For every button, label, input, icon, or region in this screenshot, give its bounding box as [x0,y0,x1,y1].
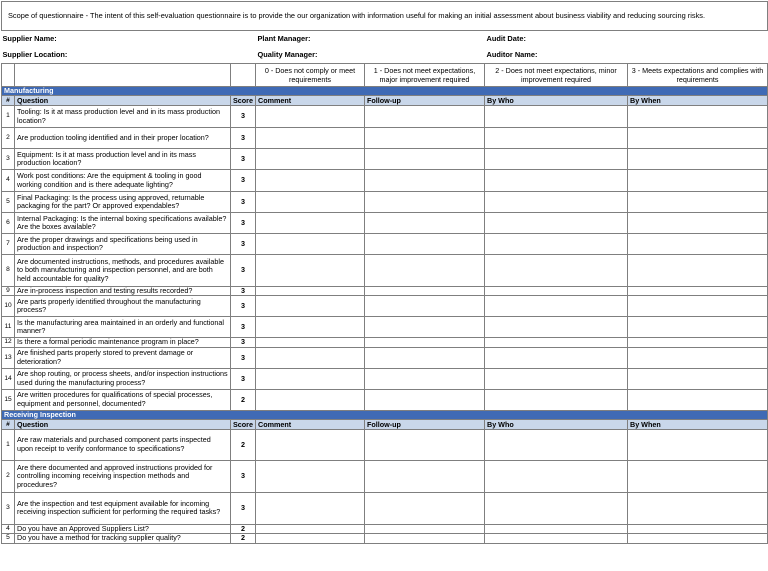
followup-cell[interactable] [365,389,485,410]
comment-cell[interactable] [256,338,365,347]
followup-cell[interactable] [365,368,485,389]
followup-cell[interactable] [365,213,485,234]
question-number: 6 [2,213,15,234]
by-when-cell[interactable] [628,492,768,524]
question-row [2,192,768,213]
followup-cell[interactable] [365,287,485,296]
followup-cell[interactable] [365,296,485,317]
question-number: 5 [2,192,15,213]
by-when-cell[interactable] [628,524,768,533]
legend-score-3: 3 - Meets expectations and complies with requirements [628,64,768,87]
column-header-bywhen: By When [628,96,768,106]
question-text: Are there documented and approved instructions provided for controlling incoming receiving inspection methods and procedures? [15,460,231,492]
question-row [2,255,768,287]
comment-cell[interactable] [256,255,365,287]
question-number: 3 [2,492,15,524]
followup-cell[interactable] [365,338,485,347]
comment-cell[interactable] [256,368,365,389]
score-cell[interactable]: 2 [231,534,256,543]
followup-cell[interactable] [365,106,485,128]
question-text: Are the proper drawings and specifications being used in production and inspection? [15,234,231,255]
by-who-cell[interactable] [485,234,628,255]
by-who-cell[interactable] [485,347,628,368]
question-number: 10 [2,296,15,317]
question-text: Are finished parts properly stored to prevent damage or deterioration? [15,347,231,368]
score-cell[interactable]: 3 [231,213,256,234]
by-when-cell[interactable] [628,213,768,234]
comment-cell[interactable] [256,287,365,296]
supplier-name-value[interactable] [231,31,256,48]
score-cell[interactable]: 3 [231,149,256,170]
score-cell[interactable]: 3 [231,255,256,287]
question-row [2,234,768,255]
quality-manager-label: Quality Manager: [257,49,318,59]
score-cell[interactable]: 3 [231,128,256,149]
comment-cell[interactable] [256,492,365,524]
comment-cell[interactable] [256,429,365,460]
comment-cell[interactable] [256,317,365,338]
question-text: Are shop routing, or process sheets, and/or inspection instructions used during the manufacturing process? [15,368,231,389]
question-text: Are documented instructions, methods, and procedures available to both manufacturing and inspection personnel, and are both held accountable for quality? [15,255,231,287]
by-when-cell[interactable] [628,287,768,296]
question-row [2,128,768,149]
by-who-cell[interactable] [485,106,628,128]
by-who-cell[interactable] [485,170,628,192]
followup-cell[interactable] [365,524,485,533]
question-number: 12 [2,338,15,347]
by-when-cell[interactable] [628,128,768,149]
question-number: 5 [2,534,15,543]
column-header-row [2,419,768,429]
comment-cell[interactable] [256,296,365,317]
column-header-score: Score [231,419,256,429]
column-header-followup: Follow-up [365,96,485,106]
question-row [2,429,768,460]
followup-cell[interactable] [365,347,485,368]
followup-cell[interactable] [365,534,485,543]
column-header-num: # [2,419,15,429]
question-row [2,296,768,317]
question-number: 2 [2,460,15,492]
comment-cell[interactable] [256,192,365,213]
by-who-cell[interactable] [485,492,628,524]
score-cell[interactable]: 3 [231,170,256,192]
question-text: Equipment: Is it at mass production level and in its mass production location? [15,149,231,170]
question-number: 8 [2,255,15,287]
column-header-question: Question [15,96,231,106]
column-header-num: # [2,96,15,106]
by-who-cell[interactable] [485,128,628,149]
question-text: Are in-process inspection and testing results recorded? [15,287,231,296]
question-row [2,317,768,338]
section-title: Manufacturing [2,87,768,96]
question-text: Is the manufacturing area maintained in an orderly and functional manner? [15,317,231,338]
score-cell[interactable]: 3 [231,106,256,128]
question-row [2,524,768,533]
question-number: 15 [2,389,15,410]
by-when-cell[interactable] [628,149,768,170]
comment-cell[interactable] [256,347,365,368]
question-text: Are written procedures for qualifications of special processes, equipment and personnel, documented? [15,389,231,410]
column-header-followup: Follow-up [365,419,485,429]
section-title: Receiving Inspection [2,410,768,419]
by-when-cell[interactable] [628,192,768,213]
score-cell[interactable]: 3 [231,287,256,296]
score-cell[interactable]: 2 [231,524,256,533]
question-row [2,338,768,347]
by-who-cell[interactable] [485,460,628,492]
question-text: Are the inspection and test equipment available for incoming receiving inspection sufficient for performing the required tasks? [15,492,231,524]
scope-text: Scope of questionnaire - The intent of this self-evaluation questionnaire is to provide the our organization with information useful for making an initial assessment about business viability and reducing sourcing risks. [2,2,768,31]
question-text: Work post conditions: Are the equipment & tooling in good working condition and is there adequate lighting? [15,170,231,192]
legend-score-1: 1 - Does not meet expectations, major improvement required [365,64,485,87]
by-who-cell[interactable] [485,149,628,170]
comment-cell[interactable] [256,234,365,255]
followup-cell[interactable] [365,170,485,192]
by-when-cell[interactable] [628,106,768,128]
comment-cell[interactable] [256,213,365,234]
by-who-cell[interactable] [485,368,628,389]
by-who-cell[interactable] [485,192,628,213]
question-number: 4 [2,524,15,533]
question-number: 4 [2,170,15,192]
question-text: Are production tooling identified and in their proper location? [15,128,231,149]
question-number: 1 [2,106,15,128]
supplier-location-value[interactable] [231,47,256,64]
questionnaire-sheet [1,1,767,569]
by-who-cell[interactable] [485,287,628,296]
followup-cell[interactable] [365,460,485,492]
by-who-cell[interactable] [485,317,628,338]
comment-cell[interactable] [256,460,365,492]
score-cell[interactable]: 3 [231,234,256,255]
by-who-cell[interactable] [485,213,628,234]
auditor-name-label: Auditor Name: [486,49,538,59]
by-when-cell[interactable] [628,347,768,368]
question-number: 13 [2,347,15,368]
question-number: 3 [2,149,15,170]
question-number: 9 [2,287,15,296]
by-when-cell[interactable] [628,389,768,410]
question-number: 14 [2,368,15,389]
question-row [2,389,768,410]
followup-cell[interactable] [365,192,485,213]
question-row [2,287,768,296]
score-cell[interactable]: 3 [231,347,256,368]
score-cell[interactable]: 3 [231,338,256,347]
question-row [2,149,768,170]
followup-cell[interactable] [365,234,485,255]
question-text: Tooling: Is it at mass production level and in its mass production location? [15,106,231,128]
followup-cell[interactable] [365,429,485,460]
questionnaire-table [1,1,768,544]
by-when-cell[interactable] [628,460,768,492]
by-when-cell[interactable] [628,429,768,460]
by-when-cell[interactable] [628,368,768,389]
audit-date-label: Audit Date: [486,33,526,43]
comment-cell[interactable] [256,106,365,128]
column-header-bywho: By Who [485,96,628,106]
by-who-cell[interactable] [485,338,628,347]
question-text: Are raw materials and purchased component parts inspected upon receipt to verify conformance to specifications? [15,429,231,460]
by-who-cell[interactable] [485,255,628,287]
question-text: Is there a formal periodic maintenance program in place? [15,338,231,347]
question-number: 2 [2,128,15,149]
by-who-cell[interactable] [485,389,628,410]
by-when-cell[interactable] [628,534,768,543]
question-text: Do you have a method for tracking supplier quality? [15,534,231,543]
column-header-comment: Comment [256,96,365,106]
followup-cell[interactable] [365,492,485,524]
question-row [2,460,768,492]
by-when-cell[interactable] [628,234,768,255]
by-when-cell[interactable] [628,338,768,347]
followup-cell[interactable] [365,317,485,338]
question-row [2,534,768,543]
legend-score-0: 0 - Does not comply or meet requirements [256,64,365,87]
score-cell[interactable]: 3 [231,296,256,317]
legend-score-2: 2 - Does not meet expectations, minor improvement required [485,64,628,87]
score-cell[interactable]: 3 [231,192,256,213]
legend-spacer [231,64,256,87]
followup-cell[interactable] [365,149,485,170]
by-who-cell[interactable] [485,524,628,533]
question-text: Are parts properly identified throughout the manufacturing process? [15,296,231,317]
question-text: Do you have an Approved Suppliers List? [15,524,231,533]
question-row [2,213,768,234]
by-when-cell[interactable] [628,317,768,338]
section-header-row [2,410,768,419]
legend-spacer [15,64,231,87]
question-number: 11 [2,317,15,338]
by-when-cell[interactable] [628,255,768,287]
score-cell[interactable]: 3 [231,492,256,524]
score-cell[interactable]: 2 [231,389,256,410]
followup-cell[interactable] [365,128,485,149]
by-when-cell[interactable] [628,170,768,192]
comment-cell[interactable] [256,534,365,543]
question-text: Internal Packaging: Is the internal boxing specifications available? Are the boxes available? [15,213,231,234]
comment-cell[interactable] [256,128,365,149]
question-row [2,368,768,389]
plant-manager-label: Plant Manager: [257,33,311,43]
comment-cell[interactable] [256,389,365,410]
comment-cell[interactable] [256,524,365,533]
question-row [2,106,768,128]
column-header-comment: Comment [256,419,365,429]
score-cell[interactable]: 3 [231,368,256,389]
by-who-cell[interactable] [485,296,628,317]
score-cell[interactable]: 2 [231,429,256,460]
comment-cell[interactable] [256,170,365,192]
column-header-score: Score [231,96,256,106]
column-header-bywho: By Who [485,419,628,429]
by-who-cell[interactable] [485,534,628,543]
column-header-bywhen: By When [628,419,768,429]
score-cell[interactable]: 3 [231,317,256,338]
question-row [2,170,768,192]
score-cell[interactable]: 3 [231,460,256,492]
question-row [2,347,768,368]
comment-cell[interactable] [256,149,365,170]
supplier-location-label: Supplier Location: [2,49,68,59]
question-row [2,492,768,524]
followup-cell[interactable] [365,255,485,287]
supplier-name-label: Supplier Name: [2,33,57,43]
by-who-cell[interactable] [485,429,628,460]
question-text: Final Packaging: Is the process using approved, returnable packaging for the part? Or approved expendables? [15,192,231,213]
column-header-question: Question [15,419,231,429]
legend-spacer [2,64,15,87]
question-number: 1 [2,429,15,460]
section-header-row [2,87,768,96]
by-when-cell[interactable] [628,296,768,317]
column-header-row [2,96,768,106]
question-number: 7 [2,234,15,255]
